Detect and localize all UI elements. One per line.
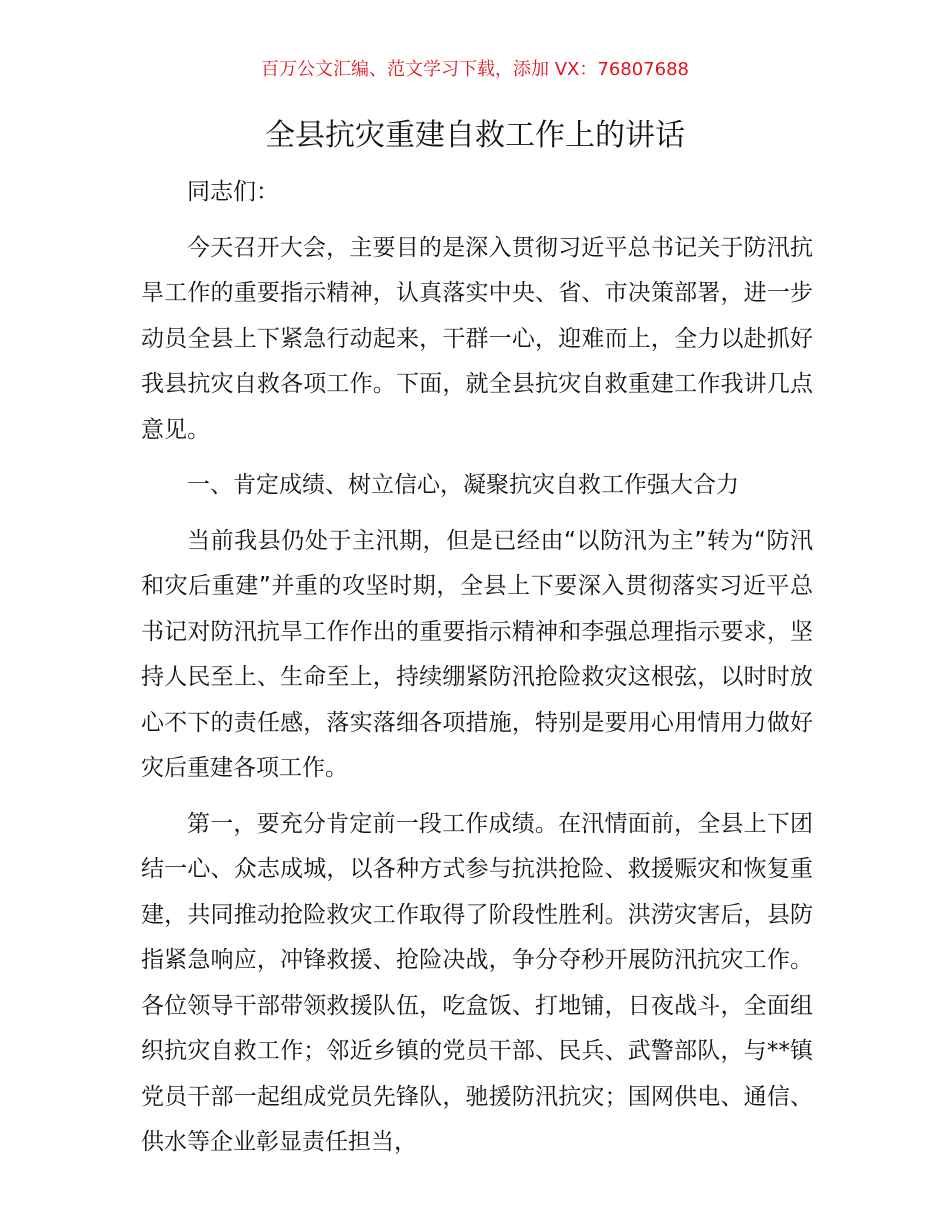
paragraph-intro: 今天召开大会，主要目的是深入贯彻习近平总书记关于防汛抗旱工作的重要指示精神，认真落实中央、省、市决策部署，进一步动员全县上下紧急行动起来，干群一心，迎难而上，全力以赴抓好我县抗灾自救各项工作。下面，就全县抗灾自救重建工作我讲几点意见。	[141, 234, 813, 443]
document-title: 全县抗灾重建自救工作上的讲话	[265, 118, 685, 153]
paragraph-current-situation: 当前我县仍处于主汛期，但是已经由“以防汛为主”转为“防汛和灾后重建”并重的攻坚时期，全县上下要深入贯彻落实习近平总书记对防汛抗旱工作作出的重要指示精神和李强总理指示要求，坚持人民至上、生命至上，持续绷紧防汛抢险救灾这根弦，以时时放心不下的责任感，落实落细各项措施，特别是要用心用情用力做好灾后重建各项工作。	[141, 527, 813, 781]
header-banner: 百万公文汇编、范文学习下载，添加 VX：76807688	[261, 59, 689, 80]
salutation: 同志们：	[187, 179, 279, 205]
paragraph-first-point: 第一，要充分肯定前一段工作成绩。在汛情面前，全县上下团结一心、众志成城，以各种方式参与抗洪抢险、救援赈灾和恢复重建，共同推动抢险救灾工作取得了阶段性胜利。洪涝灾害后，县防指紧急响应，冲锋救援、抢险决战，争分夺秒开展防汛抗灾工作。各位领导干部带领救援队伍，吃盒饭、打地铺，日夜战斗，全面组织抗灾自救工作；邻近乡镇的党员干部、民兵、武警部队，与**镇党员干部一起组成党员先锋队，驰援防汛抗灾；国网供电、通信、供水等企业彰显责任担当，	[141, 810, 813, 1155]
section-heading: 一、肯定成绩、树立信心，凝聚抗灾自救工作强大合力	[187, 472, 739, 498]
document-body	[141, 170, 813, 1176]
